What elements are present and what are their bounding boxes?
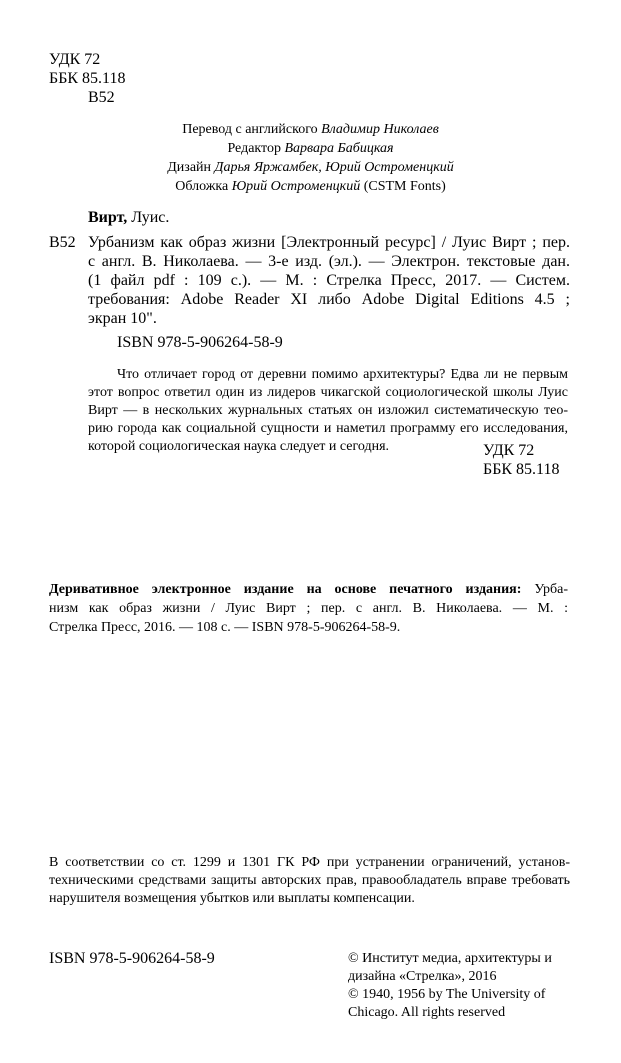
derivative-note-start: Урба-	[534, 582, 568, 597]
credit-cover	[0, 177, 621, 196]
bib-line: с англ. В. Николаева. — 3-е изд. (эл.). — Электрон. текстовые дан.	[88, 253, 570, 270]
bib-line: Урбанизм как образ жизни [Электронный ресурс] / Луис Вирт ; пер.	[88, 234, 570, 251]
bib-author	[88, 208, 169, 228]
credit-cover-designer: Юрий Остроменцкий	[231, 179, 361, 194]
annotation-line: рию города как социальной сущности и наметил программу его исследования,	[88, 421, 568, 436]
udk-code: УДК 72	[49, 51, 101, 68]
copyright-line: © Институт медиа, архитектуры и	[348, 951, 552, 966]
annotation-line: Вирт — в нескольких журнальных статьях он изложил систематическую тео-	[88, 403, 568, 418]
derivative-note-line: низм как образ жизни / Луис Вирт ; пер. с англ. В. Николаева. — М. :	[49, 601, 568, 616]
credit-translation-label: Перевод с английского	[182, 122, 318, 137]
bib-author-name: Луис.	[131, 209, 170, 226]
author-mark: В52	[88, 89, 115, 106]
bib-line: экран 10".	[88, 310, 157, 327]
legal-line: техническими средствами защиты авторских прав, правообладатель вправе требовать	[49, 873, 570, 888]
footer-isbn: ISBN 978-5-906264-58-9	[49, 950, 215, 967]
annotation-line: которой социологическая наука следует и сегодня.	[88, 439, 390, 454]
derivative-note-line: Стрелка Пресс, 2016. — 108 с. — ISBN 978-5-906264-58-9.	[49, 620, 401, 635]
credit-cover-label: Обложка	[175, 179, 229, 194]
bib-isbn: ISBN 978-5-906264-58-9	[117, 334, 283, 351]
credit-designers: Дарья Яржамбек, Юрий Остроменцкий	[214, 160, 454, 175]
credit-design	[0, 158, 621, 177]
annotation-line: Что отличает город от деревни помимо архитектуры? Едва ли не первым	[117, 367, 568, 382]
bib-line: (1 файл pdf : 109 с.). — М. : Стрелка Пресс, 2017. — Систем.	[88, 272, 570, 289]
credit-editor-label: Редактор	[227, 141, 281, 156]
bib-mark: В52	[49, 234, 76, 251]
credit-design-label: Дизайн	[167, 160, 212, 175]
legal-line: нарушителя возмещения убытков или выплаты компенсации.	[49, 891, 415, 906]
credit-editor-name: Варвара Бабицкая	[284, 141, 394, 156]
annotation-line: этот вопрос ответил один из лидеров чикагской социологической школы Луис	[88, 385, 568, 400]
credit-translator: Владимир Николаев	[321, 122, 439, 137]
udk-code-bottom: УДК 72	[483, 442, 535, 459]
copyright-line: © 1940, 1956 by The University of	[348, 987, 546, 1002]
derivative-note-line	[49, 580, 568, 599]
bbk-code: ББК 85.118	[49, 70, 126, 87]
bib-author-surname: Вирт,	[88, 209, 128, 226]
derivative-note-heading: Деривативное электронное издание на основе печатного издания:	[49, 582, 522, 597]
copyright-line: Chicago. All rights reserved	[348, 1005, 506, 1020]
credit-cover-note: (CSTM Fonts)	[363, 179, 446, 194]
bbk-code-bottom: ББК 85.118	[483, 461, 560, 478]
legal-line: В соответствии со ст. 1299 и 1301 ГК РФ при устранении ограничений, установ-	[49, 855, 570, 870]
copyright-line: дизайна «Стрелка», 2016	[348, 969, 497, 984]
bib-line: требования: Adobe Reader XI либо Adobe Digital Editions 4.5 ;	[88, 291, 570, 308]
credit-translation	[0, 120, 621, 139]
credit-editor	[0, 139, 621, 158]
